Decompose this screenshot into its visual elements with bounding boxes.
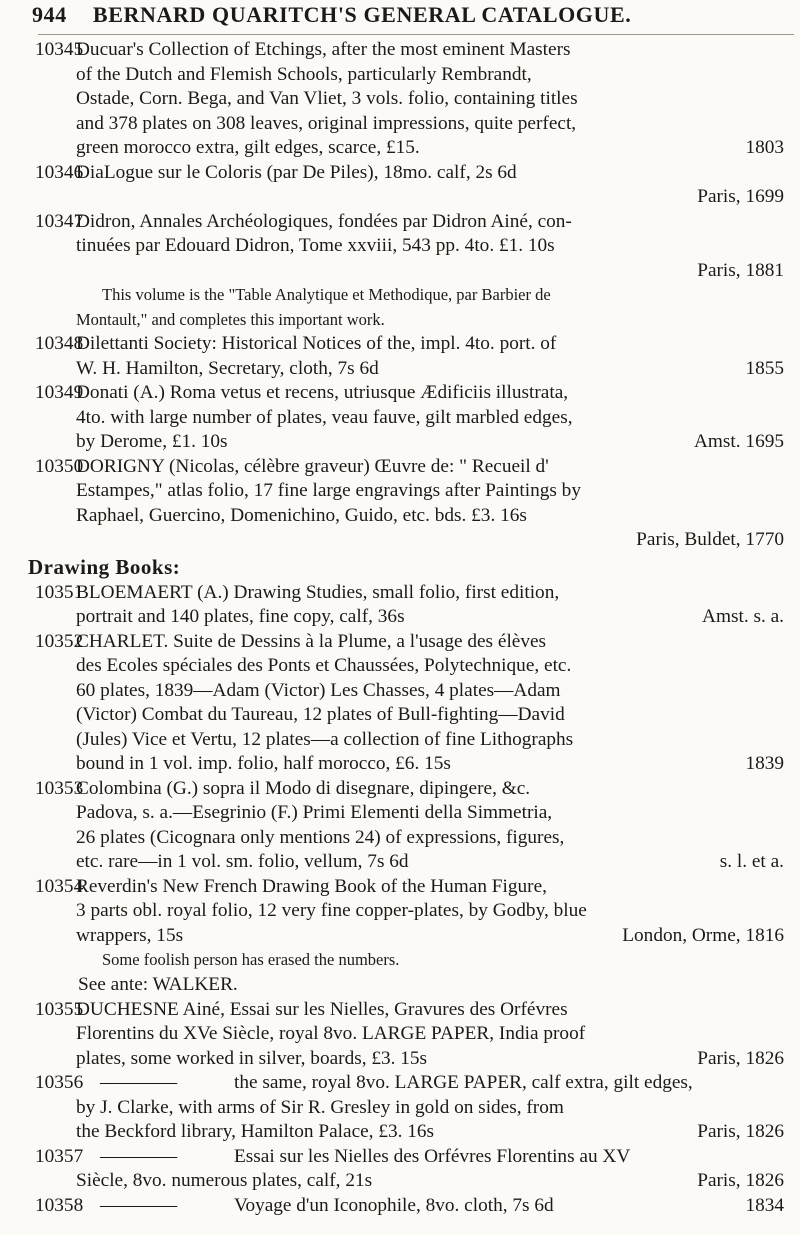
entry-line: Donati (A.) Roma vetus et recens, utriusque Ædificiis illustrata, — [76, 382, 569, 403]
entry-note: This volume is the "Table Analytique et Methodique, par Barbier de — [102, 285, 551, 304]
entry-line-with-imprint — [234, 1194, 784, 1219]
entry-line-with-imprint — [76, 1120, 784, 1145]
entry-line: tinuées par Edouard Didron, Tome xxviii, 543 pp. 4to. £1. 10s — [76, 235, 555, 256]
entry-line: 26 plates (Cicognara only mentions 24) of expressions, figures, — [76, 826, 565, 848]
catalogue-entry — [0, 210, 800, 333]
entry-line: and 378 plates on 308 leaves, original impressions, quite perfect, — [76, 112, 577, 134]
entry-note: Montault," and completes this important work. — [76, 309, 385, 329]
entry-line: Essai sur les Nielles des Orfévres Florentins au XV — [234, 1145, 631, 1167]
entry-line: Voyage d'un Iconophile, 8vo. cloth, 7s 6d — [234, 1194, 554, 1216]
entry-line-with-imprint — [76, 752, 784, 777]
imprint: Amst. s. a. — [702, 606, 784, 627]
catalogue-entry — [0, 381, 800, 455]
entry-line: (Jules) Vice et Vertu, 12 plates—a collection of fine Lithographs — [76, 728, 574, 750]
imprint: 1855 — [745, 357, 784, 379]
cross-reference: See ante: WALKER. — [78, 973, 238, 995]
catalogue-entry — [0, 332, 800, 381]
lot-number: 10352 — [35, 630, 84, 652]
entry-line: wrappers, 15s — [76, 924, 184, 946]
ditto-dash: ———— — [100, 1072, 178, 1093]
catalogue-body — [0, 38, 800, 1218]
entry-line-with-imprint — [76, 1169, 784, 1194]
entry-line: DiaLogue sur le Coloris (par De Piles), 18mo. calf, 2s 6d — [76, 161, 517, 183]
lot-number: 10358 — [35, 1194, 84, 1216]
imprint: Paris, 1826 — [697, 1170, 784, 1191]
entry-line: des Ecoles spéciales des Ponts et Chaussées, Polytechnique, etc. — [76, 655, 572, 676]
entry-line-with-imprint — [76, 430, 784, 455]
entry-line-with-imprint — [76, 924, 784, 949]
catalogue-entry — [0, 161, 800, 210]
running-title: BERNARD QUARITCH'S GENERAL CATALOGUE. — [92, 2, 632, 27]
entry-line: by J. Clarke, with arms of Sir R. Gresley in gold on sides, from — [76, 1096, 564, 1118]
lot-number: 10347 — [35, 210, 84, 232]
entry-line: the Beckford library, Hamilton Palace, £3. 16s — [76, 1121, 435, 1142]
ditto-dash: ———— — [100, 1194, 178, 1216]
entry-line: etc. rare—in 1 vol. sm. folio, vellum, 7s 6d — [76, 851, 409, 872]
entry-line: 60 plates, 1839—Adam (Victor) Les Chasses, 4 plates—Adam — [76, 679, 561, 701]
entry-line: the same, royal 8vo. LARGE PAPER, calf extra, gilt edges, — [234, 1072, 693, 1093]
ditto-dash: ———— — [100, 1145, 178, 1167]
entry-line-with-imprint — [76, 1047, 784, 1072]
page-header — [32, 2, 790, 28]
lot-number: 10351 — [35, 581, 84, 603]
entry-line: plates, some worked in silver, boards, £3. 15s — [76, 1047, 428, 1069]
imprint: Paris, 1826 — [697, 1121, 784, 1142]
entry-line: Reverdin's New French Drawing Book of the Human Figure, — [76, 875, 547, 897]
page-number: 944 — [32, 2, 67, 27]
lot-number: 10346 — [35, 161, 84, 183]
lot-number: 10348 — [35, 333, 84, 354]
header-rule — [38, 34, 794, 35]
entry-line: portrait and 140 plates, fine copy, calf, 36s — [76, 606, 405, 627]
entry-note: Some foolish person has erased the numbers. — [102, 950, 400, 969]
section-heading: Drawing Books: — [28, 554, 181, 579]
entry-line: Didron, Annales Archéologiques, fondées par Didron Ainé, con- — [76, 210, 572, 232]
entry-line: Padova, s. a.—Esegrinio (F.) Primi Elementi della Simmetria, — [76, 802, 553, 823]
entry-line-with-imprint — [76, 850, 784, 875]
entry-line-with-imprint — [76, 605, 784, 630]
imprint: London, Orme, 1816 — [622, 924, 784, 946]
imprint: Paris, 1699 — [697, 186, 784, 207]
lot-number: 10355 — [35, 998, 84, 1020]
lot-number: 10353 — [35, 777, 84, 799]
entry-line: (Victor) Combat du Taureau, 12 plates of Bull-fighting—David — [76, 704, 565, 725]
catalogue-entry — [0, 581, 800, 630]
imprint: Amst. 1695 — [694, 431, 784, 452]
entry-line: of the Dutch and Flemish Schools, particularly Rembrandt, — [76, 63, 532, 85]
lot-number: 10345 — [35, 39, 84, 60]
imprint: Paris, Buldet, 1770 — [636, 529, 784, 550]
lot-number: 10354 — [35, 875, 84, 897]
catalogue-entry — [0, 1194, 800, 1219]
entry-line: 4to. with large number of plates, veau fauve, gilt marbled edges, — [76, 406, 573, 428]
lot-number: 10349 — [35, 382, 84, 403]
lot-number: 10350 — [35, 455, 84, 477]
entry-line: Florentins du XVe Siècle, royal 8vo. LARGE PAPER, India proof — [76, 1023, 586, 1044]
catalogue-entry — [0, 1071, 800, 1145]
entry-line: DUCHESNE Ainé, Essai sur les Nielles, Gravures des Orfévres — [76, 998, 568, 1020]
entry-line: 3 parts obl. royal folio, 12 very fine copper-plates, by Godby, blue — [76, 900, 587, 921]
catalogue-entry — [0, 630, 800, 777]
entry-line-with-imprint — [76, 357, 784, 382]
imprint: 1834 — [745, 1194, 784, 1216]
entry-line: Siècle, 8vo. numerous plates, calf, 21s — [76, 1170, 373, 1191]
catalogue-entry — [0, 875, 800, 973]
entry-line: by Derome, £1. 10s — [76, 431, 228, 452]
imprint: 1803 — [745, 137, 784, 158]
imprint: s. l. et a. — [719, 851, 784, 872]
entry-line-with-imprint — [76, 136, 784, 161]
catalogue-entry — [0, 455, 800, 553]
entry-line: bound in 1 vol. imp. folio, half morocco, £6. 15s — [76, 753, 451, 774]
entry-line: Colombina (G.) sopra il Modo di disegnare, dipingere, &c. — [76, 777, 531, 799]
entry-line: CHARLET. Suite de Dessins à la Plume, a l'usage des élèves — [76, 630, 547, 652]
catalogue-entry — [0, 38, 800, 161]
catalogue-entry — [0, 777, 800, 875]
entry-line: Ducuar's Collection of Etchings, after the most eminent Masters — [76, 39, 571, 60]
entry-line: Raphael, Guercino, Domenichino, Guido, etc. bds. £3. 16s — [76, 504, 527, 526]
entry-line: Dilettanti Society: Historical Notices of the, impl. 4to. port. of — [76, 333, 557, 354]
catalogue-entry — [0, 1145, 800, 1194]
entry-line: BLOEMAERT (A.) Drawing Studies, small folio, first edition, — [76, 581, 560, 603]
entry-line: Estampes," atlas folio, 17 fine large engravings after Paintings by — [76, 480, 581, 501]
lot-number: 10357 — [35, 1145, 84, 1167]
lot-number: 10356 — [35, 1072, 84, 1093]
imprint: Paris, 1826 — [697, 1047, 784, 1069]
imprint: 1839 — [745, 753, 784, 774]
entry-line: DORIGNY (Nicolas, célèbre graveur) Œuvre de: " Recueil d' — [76, 455, 549, 477]
entry-line: W. H. Hamilton, Secretary, cloth, 7s 6d — [76, 357, 379, 379]
entry-line: green morocco extra, gilt edges, scarce, £15. — [76, 137, 420, 158]
catalogue-entry — [0, 998, 800, 1072]
entry-line: Ostade, Corn. Bega, and Van Vliet, 3 vols. folio, containing titles — [76, 88, 578, 109]
imprint: Paris, 1881 — [697, 259, 784, 281]
